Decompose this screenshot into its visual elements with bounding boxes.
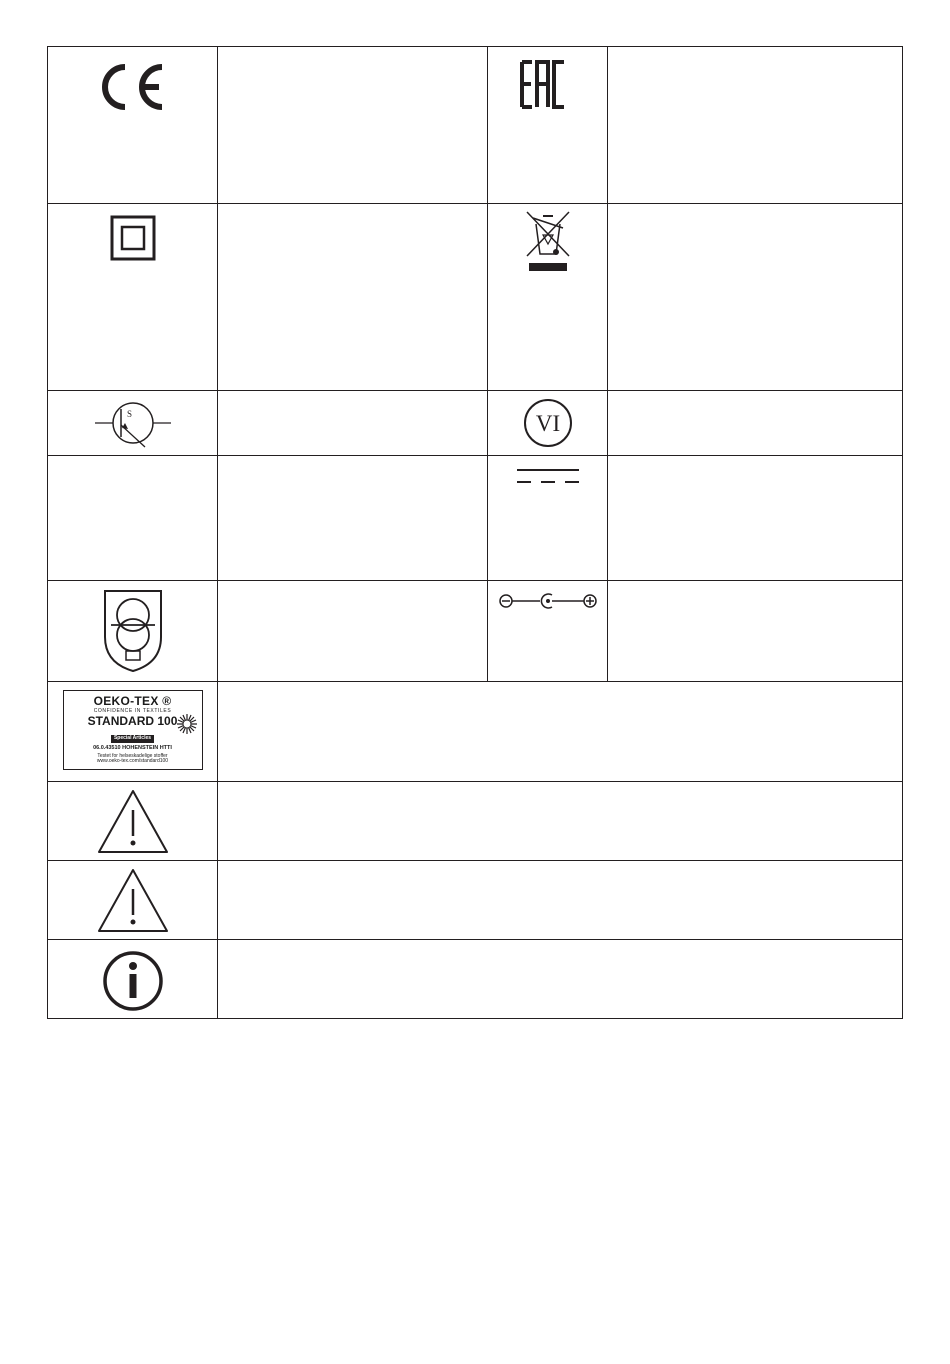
direct-current-icon [513,464,583,488]
symbol-cell [488,456,608,581]
efficiency-level-vi-icon [520,395,576,451]
description-cell [218,940,903,1019]
ce-marking-icon [93,57,173,117]
symbol-cell [488,581,608,682]
safety-switch-icon [93,395,173,451]
symbols-table [47,46,903,1019]
warning-triangle-icon [95,786,171,856]
weee-crossed-bin-icon [523,208,573,278]
symbol-row [48,456,903,581]
oeko-brand: OEKO-TEX ® [93,694,172,708]
symbol-row [48,940,903,1019]
symbol-cell [488,47,608,204]
description-cell [218,782,903,861]
description-cell [218,391,488,456]
symbol-cell [48,456,218,581]
safety-isolating-transformer-icon [101,585,165,675]
symbol-row [48,782,903,861]
symbol-row [48,391,903,456]
symbol-cell [48,782,218,861]
oeko-tested: Testet for helseskadelige stoffer [97,753,168,759]
description-cell [608,47,903,204]
symbol-cell [48,391,218,456]
symbol-cell [48,861,218,940]
symbol-cell [488,391,608,456]
symbol-cell [48,682,218,782]
symbol-cell [48,581,218,682]
oeko-standard: STANDARD 100 [87,713,178,728]
oeko-tagline: CONFIDENCE IN TEXTILES [93,707,172,714]
symbol-cell [48,47,218,204]
description-cell [218,861,903,940]
description-cell [218,204,488,391]
caution-triangle-icon [95,865,171,935]
oeko-flower-icon [176,713,198,735]
symbol-row [48,204,903,391]
oeko-tex-label-icon [63,690,203,770]
level-vi-label: VI [535,411,560,436]
symbol-row [48,581,903,682]
oeko-url: www.oeko-tex.com/standard100 [96,758,169,765]
symbol-row [48,861,903,940]
description-cell [218,456,488,581]
eac-marking-icon [518,55,578,115]
symbol-cell [488,204,608,391]
oeko-badge: Special Articles [111,735,154,742]
symbol-row [48,682,903,782]
description-cell [218,682,903,782]
description-cell [218,47,488,204]
switch-mark-label: S [126,409,132,419]
oeko-certificate: 06.0.43510 HOHENSTEIN HTTI [93,745,172,752]
description-cell [218,581,488,682]
symbol-cell [48,204,218,391]
description-cell [608,391,903,456]
description-cell [608,581,903,682]
description-cell [608,456,903,581]
symbol-cell [48,940,218,1019]
polarity-icon [498,589,598,613]
symbol-row [48,47,903,204]
description-cell [608,204,903,391]
class-ii-double-insulation-icon [108,213,158,263]
information-icon [100,948,166,1014]
